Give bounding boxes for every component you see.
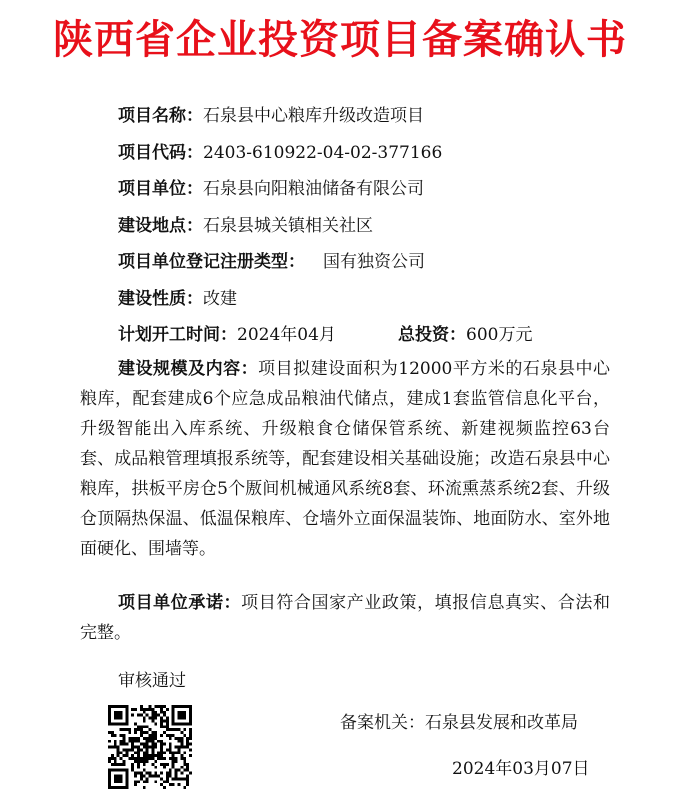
total-investment-value: 600万元 <box>466 325 533 345</box>
project-name-label: 项目名称： <box>118 106 203 126</box>
total-investment-label: 总投资： <box>398 325 466 345</box>
registration-type-row <box>118 250 425 274</box>
location-label: 建设地点： <box>118 216 203 236</box>
commitment-label: 项目单位承诺： <box>118 593 242 613</box>
registration-type-label: 项目单位登记注册类型： <box>118 252 305 272</box>
filing-date: 2024年03月07日 <box>452 759 590 779</box>
project-name-row <box>118 104 424 128</box>
start-time-label: 计划开工时间： <box>118 325 237 345</box>
qr-code-icon <box>108 705 192 789</box>
project-code-value: 2403-610922-04-02-377166 <box>203 143 443 163</box>
filing-agency: 备案机关：石泉县发展和改革局 <box>340 713 578 733</box>
nature-label: 建设性质： <box>118 289 203 309</box>
project-unit-row <box>118 177 424 201</box>
location-value: 石泉县城关镇相关社区 <box>203 216 373 236</box>
commitment-text: 项目符合国家产业政策，填报信息真实、合法和完整。 <box>80 593 611 643</box>
start-time-value: 2024年04月 <box>237 325 336 345</box>
commitment-paragraph <box>80 588 610 648</box>
total-investment-row <box>398 323 532 347</box>
project-unit-label: 项目单位： <box>118 179 203 199</box>
document-title: 陕西省企业投资项目备案确认书 <box>53 17 627 63</box>
review-status: 审核通过 <box>118 671 186 691</box>
location-row <box>118 214 373 238</box>
registration-type-value: 国有独资公司 <box>323 252 425 272</box>
project-unit-value: 石泉县向阳粮油储备有限公司 <box>203 179 424 199</box>
start-time-row <box>118 323 336 347</box>
construction-scale-text: 项目拟建设面积为12000平方米的石泉县中心粮库，配套建成6个应急成品粮油代储点，建成1套监管信息化平台，升级智能出入库系统、升级粮食仓储保管系统、新建视频监控63台套、成品粮管理填报系统等，配套建设相关基础设施；改造石泉县中心粮库，拱板平房仓5个厫间机械通风系统8套、环流熏蒸系统2套、升级仓顶隔热保温、低温保粮库、仓墙外立面保温装饰、地面防水、室外地面硬化、围墙等。 <box>80 359 610 559</box>
project-code-row <box>118 141 442 165</box>
nature-row <box>118 287 237 311</box>
project-code-label: 项目代码： <box>118 143 203 163</box>
nature-value: 改建 <box>203 289 237 309</box>
construction-scale-label: 建设规模及内容： <box>118 359 259 379</box>
construction-scale-paragraph <box>80 354 610 564</box>
project-name-value: 石泉县中心粮库升级改造项目 <box>203 106 424 126</box>
